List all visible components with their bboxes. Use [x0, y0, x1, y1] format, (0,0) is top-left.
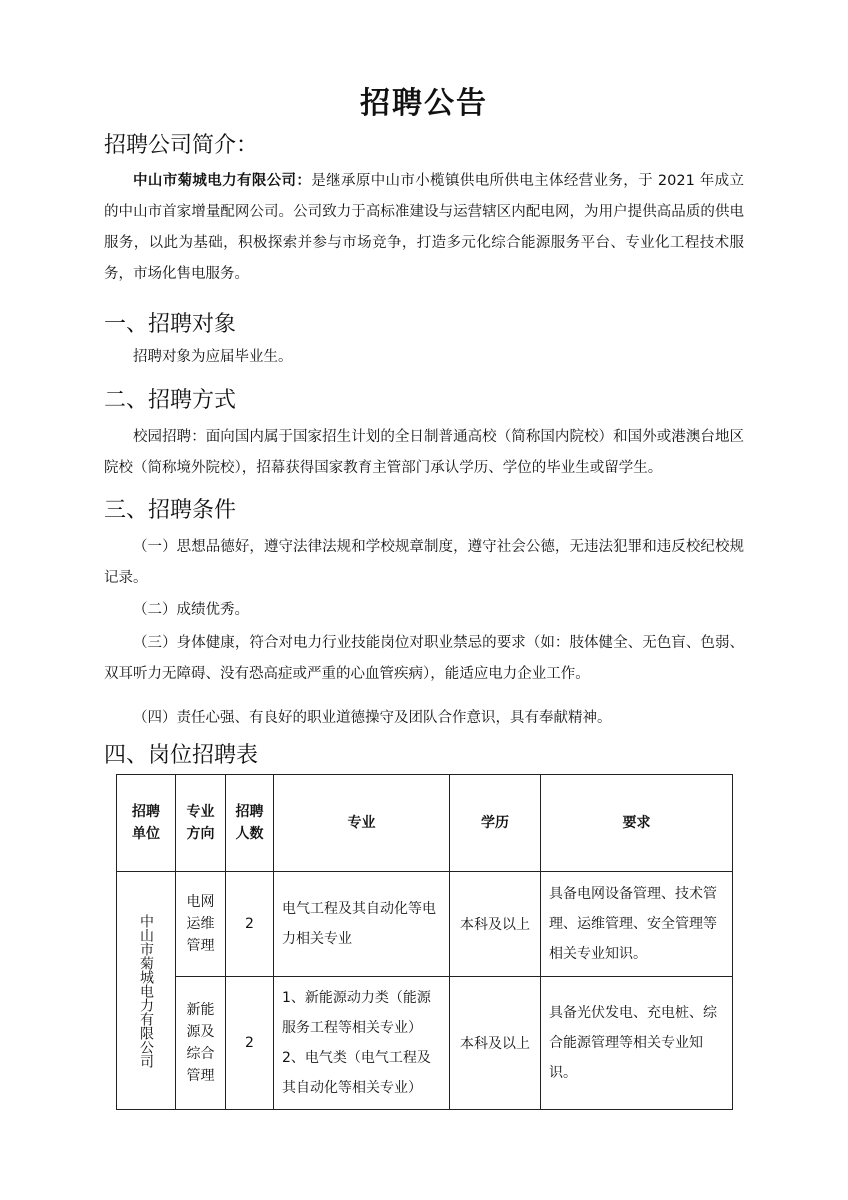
header-education: 学历 [450, 775, 541, 872]
company-name: 中山市菊城电力有限公司： [133, 173, 312, 189]
recruitment-table [116, 774, 733, 1110]
header-major: 专业 [274, 775, 450, 872]
header-requirement: 要求 [541, 775, 733, 872]
section3-heading: 三、招聘条件 [104, 498, 237, 523]
table-header-row [117, 775, 733, 872]
major-cell: 电气工程及其自动化等电力相关专业 [274, 872, 450, 977]
condition-item: （一）思想品德好，遵守法律法规和学校规章制度，遵守社会公德，无违法犯罪和违反校纪校规记录。 [104, 539, 744, 586]
section1-heading: 一、招聘对象 [104, 312, 237, 337]
requirement-cell: 具备电网设备管理、技术管理、运维管理、安全管理等相关专业知识。 [541, 872, 733, 977]
major-line-1: 1、新能源动力类（能源服务工程等相关专业） [282, 990, 431, 1036]
unit-name: 中山市菊城电力有限公司 [138, 913, 154, 1068]
major-line-2: 2、电气类（电气工程及其自动化等相关专业） [282, 1050, 431, 1096]
condition-item: （三）身体健康，符合对电力行业技能岗位对职业禁忌的要求（如：肢体健全、无色盲、色弱、双耳听力无障碍、没有恐高症或严重的心血管疾病），能适应电力企业工作。 [104, 635, 744, 682]
intro-paragraph [104, 166, 744, 290]
intro-heading: 招聘公司简介： [104, 133, 259, 158]
count-cell: 2 [226, 977, 274, 1110]
major-cell [274, 977, 450, 1110]
section4-heading: 四、岗位招聘表 [104, 743, 259, 768]
page-title: 招聘公告 [360, 86, 488, 121]
intro-text: 是继承原中山市小榄镇供电所供电主体经营业务，于 2021 年成立的中山市首家增量配网公司。公司致力于高标准建设与运营辖区内配电网，为用户提供高品质的供电服务，以此为基础，积极探索并参与市场竞争，打造多元化综合能源服务平台、专业化工程技术服务，市场化售电服务。 [104, 173, 745, 282]
condition-item: （二）成绩优秀。 [133, 602, 249, 618]
condition-item: （四）责任心强、有良好的职业道德操守及团队合作意识，具有奉献精神。 [133, 710, 612, 726]
table-row [117, 977, 733, 1110]
direction-cell: 电网运维管理 [176, 872, 226, 977]
education-cell: 本科及以上 [450, 977, 541, 1110]
unit-cell [117, 872, 176, 1110]
count-cell: 2 [226, 872, 274, 977]
header-direction: 专业方向 [176, 775, 226, 872]
direction-cell: 新能源及综合管理 [176, 977, 226, 1110]
education-cell: 本科及以上 [450, 872, 541, 977]
requirement-cell: 具备光伏发电、充电桩、综合能源管理等相关专业知识。 [541, 977, 733, 1110]
section2-heading: 二、招聘方式 [104, 388, 237, 413]
table-row [117, 872, 733, 977]
header-unit: 招聘单位 [117, 775, 176, 872]
section1-text: 招聘对象为应届毕业生。 [133, 349, 293, 365]
header-count: 招聘人数 [226, 775, 274, 872]
section2-text: 校园招聘：面向国内属于国家招生计划的全日制普通高校（简称国内院校）和国外或港澳台地区院校（简称境外院校），招幕获得国家教育主管部门承认学历、学位的毕业生或留学生。 [104, 429, 744, 476]
